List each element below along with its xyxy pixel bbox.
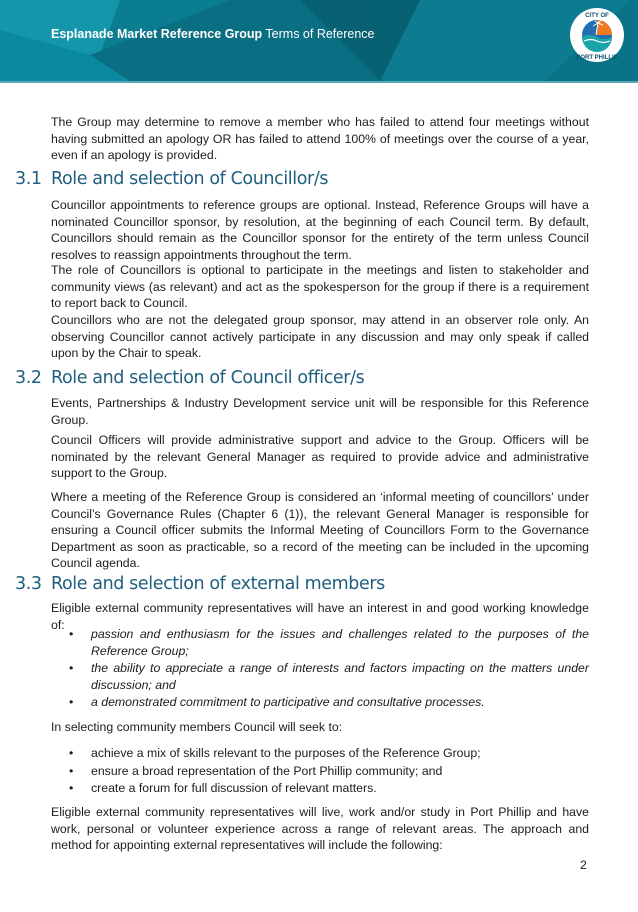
councillor-paragraph-1: Councillor appointments to reference groups are optional. Instead, Reference Groups will have a nominated Councillor sponsor, by resolution, at the beginning of each Council term. By default, Councillors should remain as the Councillor sponsor for the entirety of the term unless Council resolves to reassign appointments throughout the term. [51,198,589,262]
page-header-banner [0,0,638,81]
selecting-bullet-list [51,745,589,798]
list-item: • passion and enthusiasm for the issues and challenges related to the purposes of the Reference Group; [69,627,589,658]
bullet-icon: • [69,695,74,710]
section-heading-3-3 [15,574,385,594]
section-heading-3-1 [15,169,328,189]
city-of-port-phillip-logo-icon [569,7,625,63]
page-number: 2 [580,858,587,872]
document-title [51,27,375,41]
officer-paragraph-3: Where a meeting of the Reference Group is considered an ‘informal meeting of councillors’ under Council’s Governance Rules (Chapter 6 (1)), the relevant General Manager is responsible for ensuring a Council officer submits the Informal Meeting of Councillors Form to the Governance Department as soon as practicable, so a record of the meeting can be included in the upcoming Council agenda. [51,490,589,571]
bullet-icon: • [69,763,74,778]
section-title: Role and selection of external members [51,574,385,594]
section-number: 3.2 [15,368,42,388]
list-item: • achieve a mix of skills relevant to the purposes of the Reference Group; [69,746,481,760]
bullet-icon: • [69,746,74,760]
officer-paragraph-2: Council Officers will provide administrative support and advice to the Group. Officers will be nominated by the relevant General Manager as required to provide advice and administrative support to the Group. [51,433,589,481]
list-item: • a demonstrated commitment to participative and consultative processes. [69,695,485,710]
selecting-intro: In selecting community members Council will seek to: [51,720,343,734]
councillor-paragraph-3: Councillors who are not the delegated group sponsor, may attend in an observer role only. An observing Councillor cannot actively participate in any discussion and may only speak if called upon by the Chair to speak. [51,313,589,361]
bullet-icon: • [69,627,74,641]
external-members-closing: Eligible external community representatives will live, work and/or study in Port Phillip and have work, personal or volunteer experience across a range of relevant areas. The approach and method for appointing external representatives will include the following: [51,805,589,853]
intro-paragraph: The Group may determine to remove a member who has failed to attend four meetings without having submitted an apology OR has failed to attend 100% of meetings over the course of a year, even if an apology is provided. [51,115,589,163]
section-title: Role and selection of Council officer/s [51,368,365,388]
list-item: • ensure a broad representation of the Port Phillip community; and [69,763,443,778]
knowledge-bullet-list [51,626,589,712]
external-members-intro: Eligible external community representatives will have an interest in and good working knowledge of: [51,601,589,632]
section-number: 3.3 [15,574,42,594]
section-heading-3-2 [15,368,364,388]
officer-paragraph-1: Events, Partnerships & Industry Development service unit will be responsible for this Reference Group. [51,396,589,427]
section-title: Role and selection of Councillor/s [51,169,329,189]
bullet-icon: • [69,781,74,796]
svg-text:PORT PHILLIP: PORT PHILLIP [576,55,618,61]
group-name: Esplanade Market Reference Group [51,27,263,41]
section-number: 3.1 [15,169,42,189]
header-divider [0,81,638,83]
list-item: • create a forum for full discussion of relevant matters. [69,781,377,796]
document-type: Terms of Reference [262,27,375,41]
list-item: • the ability to appreciate a range of interests and factors impacting on the matters under discussion; and [69,661,589,692]
councillor-paragraph-2: The role of Councillors is optional to participate in the meetings and listen to stakeholder and community views (as relevant) and act as the spokesperson for the group if there is a requirement to report back to Council. [51,263,589,311]
bullet-icon: • [69,661,74,676]
svg-text:CITY OF: CITY OF [585,13,609,19]
